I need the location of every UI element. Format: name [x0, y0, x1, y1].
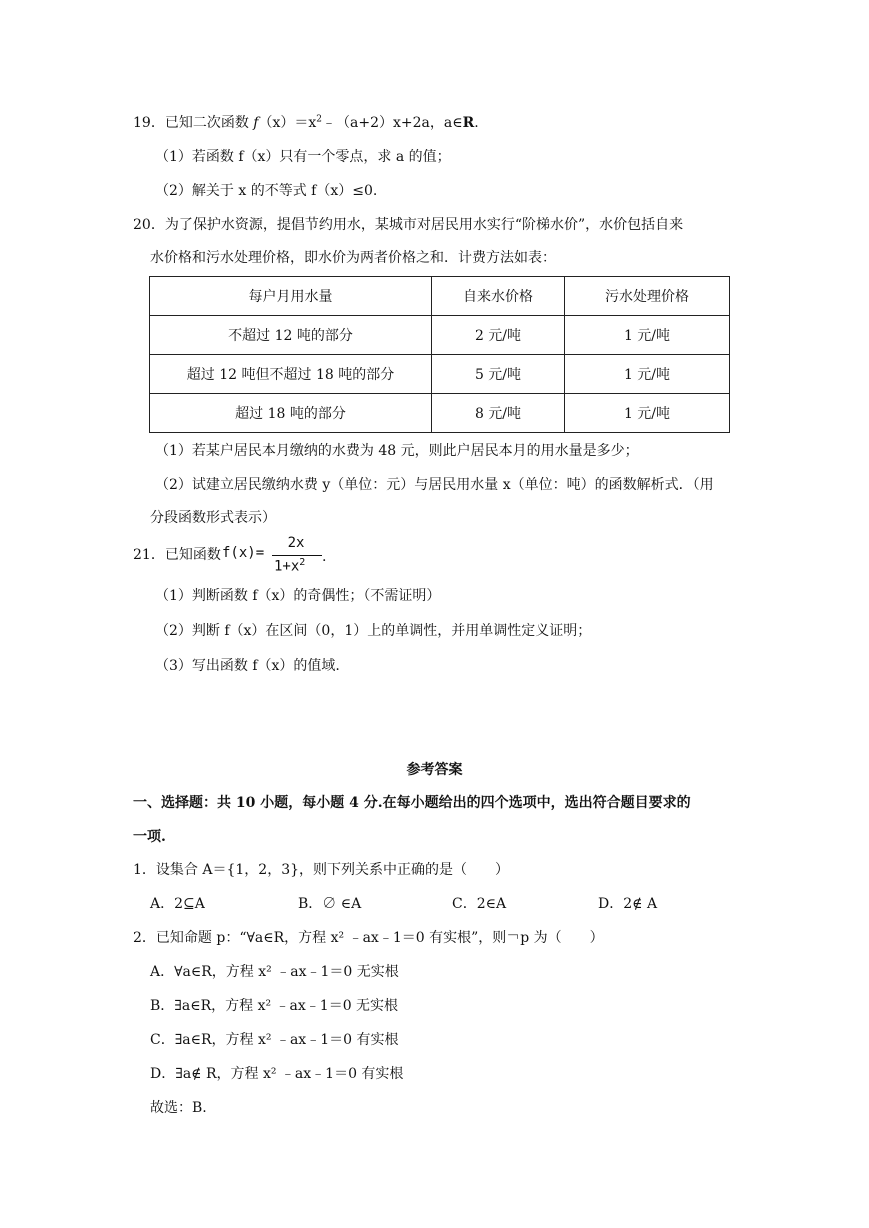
q21-denominator: [274, 557, 305, 575]
answer1-option-c: C．2∈A: [452, 896, 507, 912]
fraction-bar: [272, 555, 322, 556]
answer2-option-c: C．∃a∈R，方程 x² ﹣ax﹣1＝0 有实根: [150, 1032, 399, 1048]
q19-expr-rest: ﹣（a+2）x+2a，a∈: [322, 115, 463, 131]
answer1-option-d: D．2∉ A: [598, 896, 658, 912]
q19-stem: [133, 113, 479, 133]
table-row: [150, 355, 730, 394]
answer2-option-a: A．∀a∈R，方程 x² ﹣ax﹣1＝0 无实根: [150, 964, 399, 980]
q21-part3: （3）写出函数 f（x）的值域.: [155, 658, 340, 674]
table-cell: 超过 18 吨的部分: [150, 394, 432, 433]
answer2-choice: 故选：B.: [150, 1100, 207, 1116]
answer2-option-d: D．∃a∉ R，方程 x² ﹣ax﹣1＝0 有实根: [150, 1066, 404, 1082]
q19-expr: （x）＝x: [258, 115, 317, 131]
answer1-option-a: A．2⊆A: [150, 896, 205, 912]
table-row: [150, 316, 730, 355]
q19-set-R: R: [462, 115, 475, 131]
q21-denominator-base: 1+x: [274, 558, 300, 575]
section-heading-line2: 一项.: [133, 829, 166, 845]
q19-number: 19．: [133, 115, 165, 131]
table-header: 每户月用水量: [150, 277, 432, 316]
table-header-row: [150, 277, 730, 316]
table-cell: 1 元/吨: [565, 355, 730, 394]
q19-part2: （2）解关于 x 的不等式 f（x）≤0.: [155, 183, 378, 199]
answer2-option-b: B．∃a∈R，方程 x² ﹣ax﹣1＝0 无实根: [150, 998, 399, 1014]
q21-denominator-exponent: 2: [299, 557, 306, 568]
q19-end: .: [474, 115, 479, 131]
table-cell: 超过 12 吨但不超过 18 吨的部分: [150, 355, 432, 394]
q19-text: 已知二次函数: [164, 115, 249, 131]
table-cell: 1 元/吨: [565, 394, 730, 433]
q21-end: .: [322, 549, 327, 565]
answer1-option-b: B．∅ ∈A: [298, 896, 362, 912]
q20-part1: （1）若某户居民本月缴纳的水费为 48 元，则此户居民本月的用水量是多少；: [155, 443, 639, 459]
q20-stem-line1: [133, 215, 683, 235]
q21-numerator: 2x: [287, 535, 305, 551]
q21-part1: （1）判断函数 f（x）的奇偶性；（不需证明）: [155, 588, 441, 604]
table-cell: 8 元/吨: [432, 394, 565, 433]
q21-part2: （2）判断 f（x）在区间（0，1）上的单调性，并用单调性定义证明；: [155, 623, 592, 639]
answers-title: 参考答案: [406, 762, 463, 778]
q20-part2-line1: （2）试建立居民缴纳水费 y（单位：元）与居民用水量 x（单位：吨）的函数解析式．（用: [155, 477, 714, 493]
answer1-stem: 1．设集合 A＝{1，2，3}，则下列关系中正确的是（ ）: [133, 862, 510, 878]
table-cell: 2 元/吨: [432, 316, 565, 355]
table-cell: 不超过 12 吨的部分: [150, 316, 432, 355]
section-heading-line1: 一、选择题：共 10 小题，每小题 4 分.在每小题给出的四个选项中，选出符合题目要求的: [133, 795, 691, 811]
q20-stem-line2: 水价格和污水处理价格，即水价为两者价格之和．计费方法如表：: [150, 250, 556, 266]
q19-exponent: 2: [316, 114, 322, 125]
q19-f: f: [253, 115, 259, 131]
q21-number: 21．: [133, 547, 165, 563]
q20-number: 20．: [133, 217, 165, 233]
water-fee-table: [149, 276, 730, 433]
q21-fx: f(x)=: [222, 545, 265, 561]
q20-part2-line2: 分段函数形式表示）: [150, 510, 276, 526]
table-row: [150, 394, 730, 433]
table-cell: 5 元/吨: [432, 355, 565, 394]
answer2-stem: 2．已知命题 p：“∀a∈R，方程 x² ﹣ax﹣1＝0 有实根”，则￢p 为（ ）: [133, 930, 604, 946]
q21-stem: [133, 545, 221, 565]
table-cell: 1 元/吨: [565, 316, 730, 355]
table-header: 自来水价格: [432, 277, 565, 316]
q21-text: 已知函数: [164, 547, 221, 563]
q19-part1: （1）若函数 f（x）只有一个零点，求 a 的值；: [155, 149, 451, 165]
q20-text-1: 为了保护水资源，提倡节约用水，某城市对居民用水实行“阶梯水价”，水价包括自来: [164, 217, 684, 233]
table-header: 污水处理价格: [565, 277, 730, 316]
